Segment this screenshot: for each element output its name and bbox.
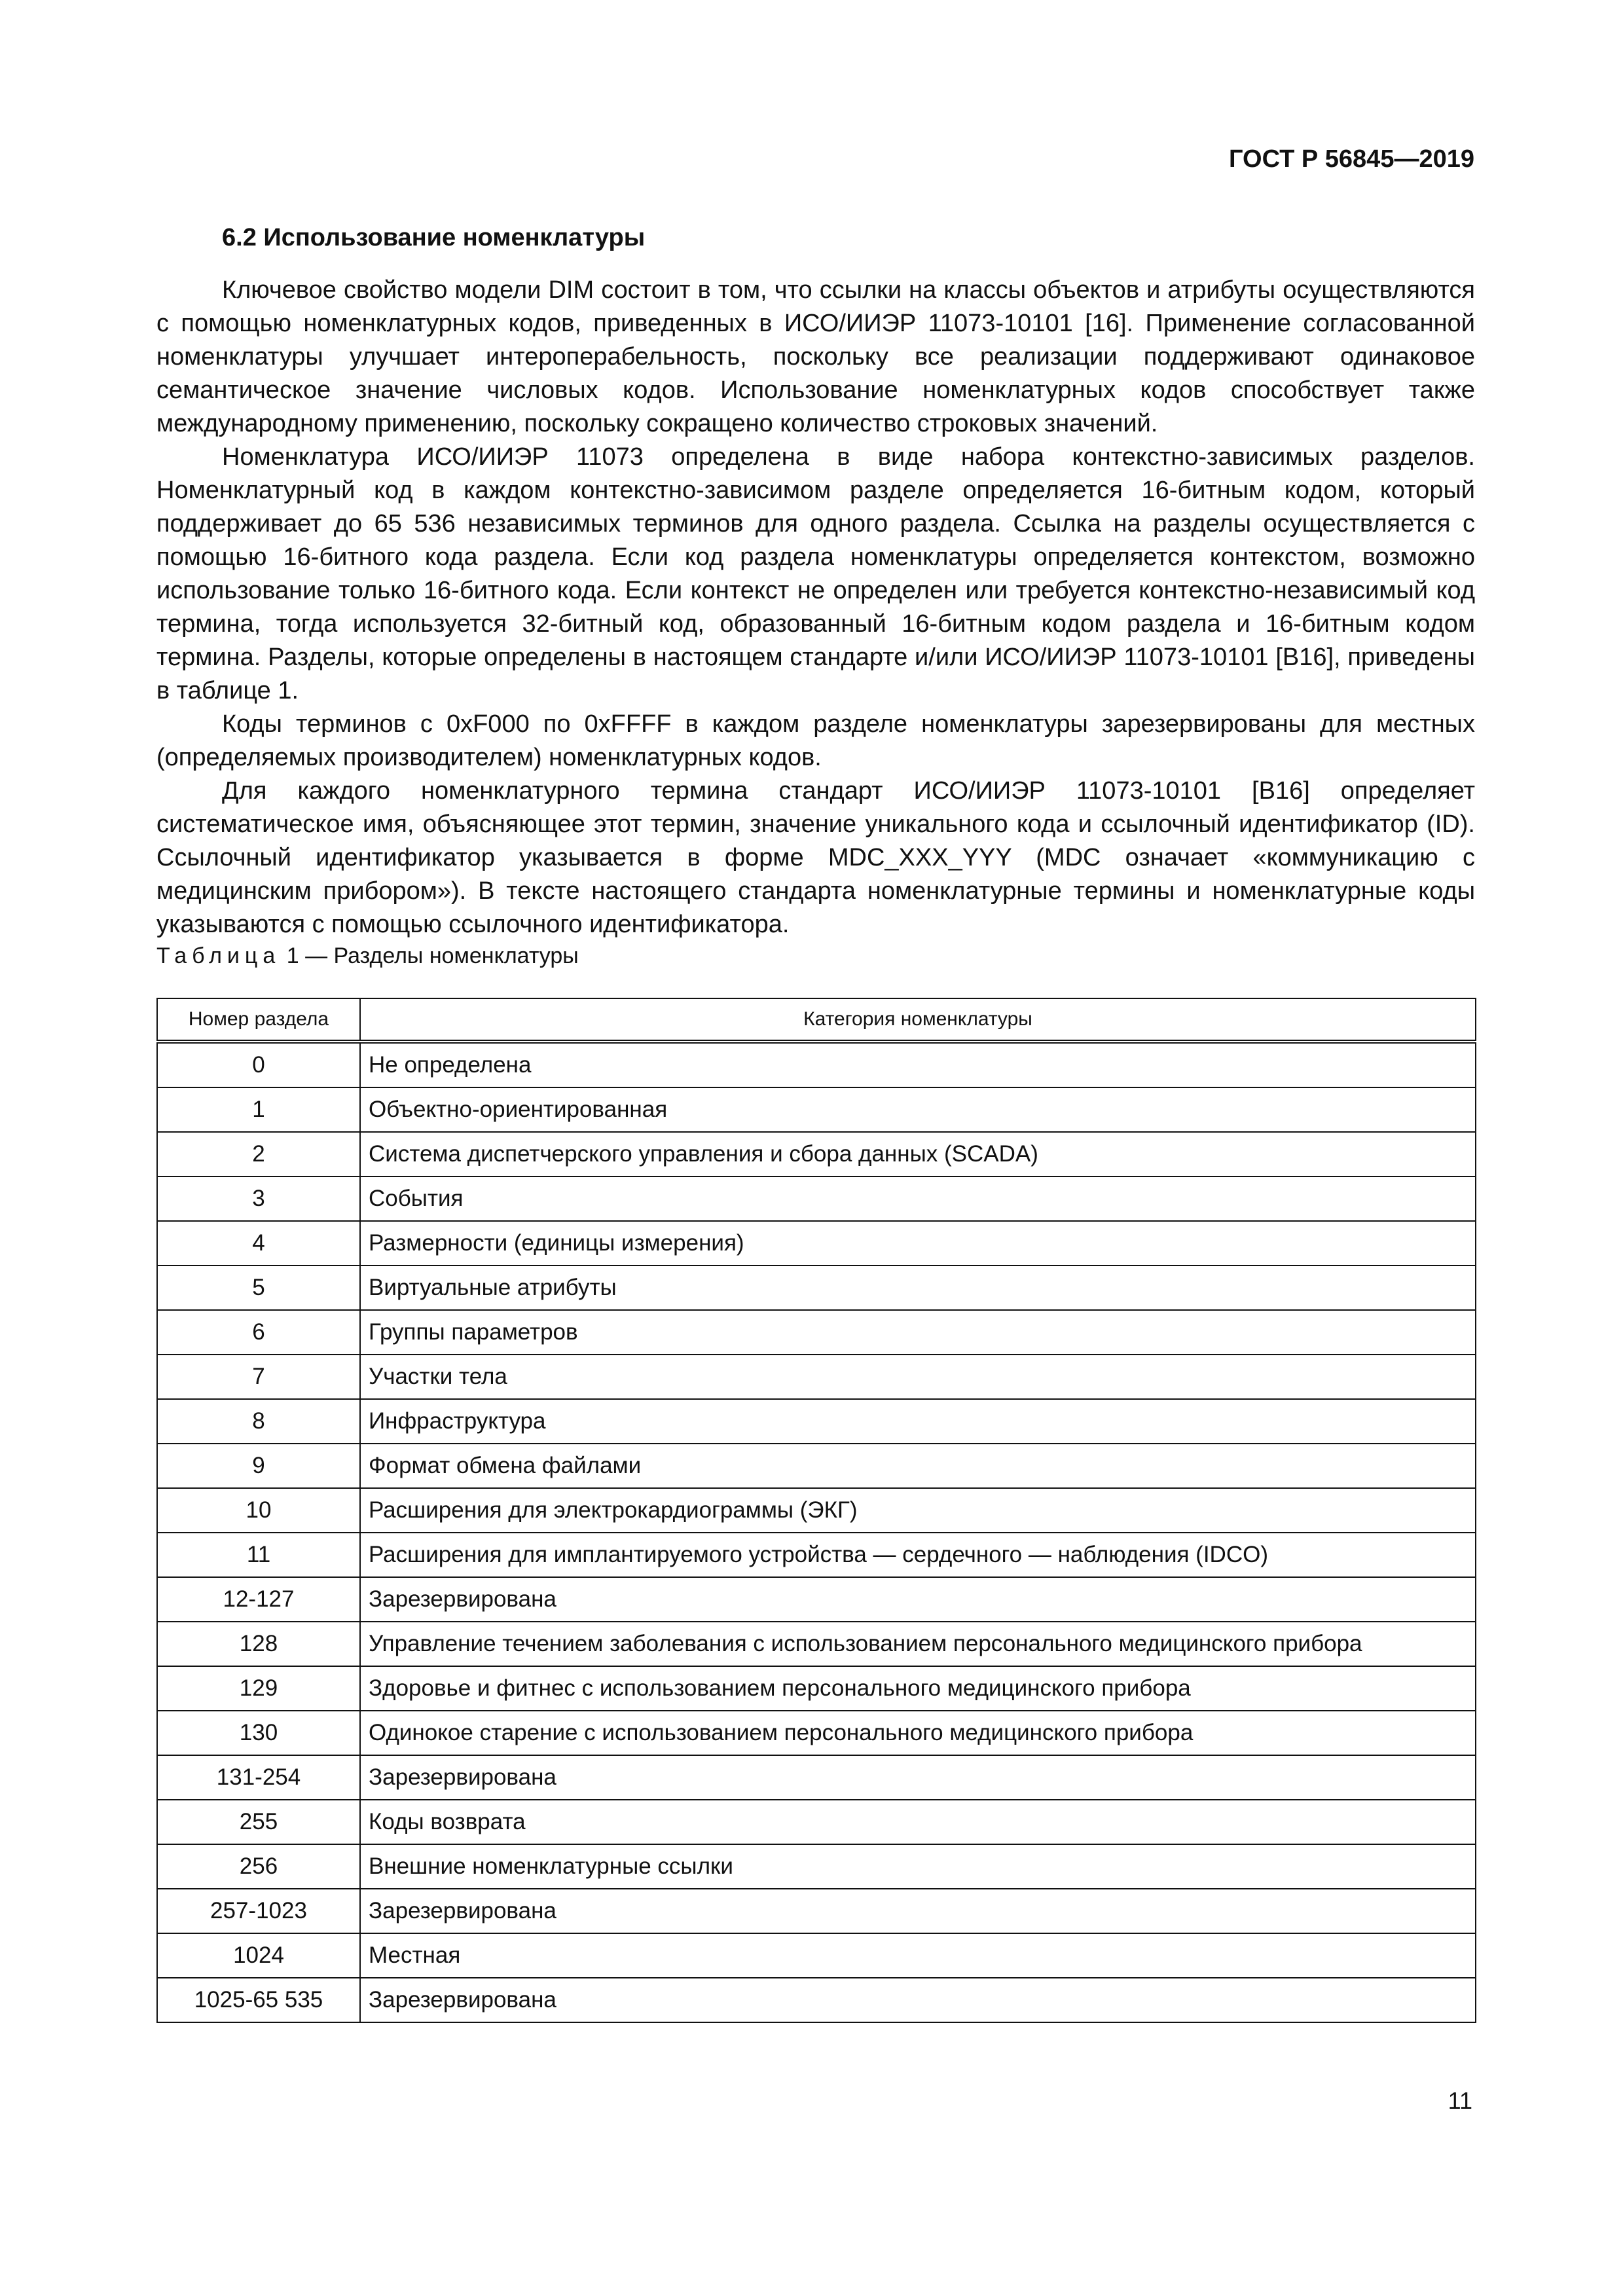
category-cell: Управление течением заболевания с использованием персонального медицинского прибора bbox=[360, 1622, 1476, 1666]
category-cell: Зарезервирована bbox=[360, 1755, 1476, 1800]
category-cell: Участки тела bbox=[360, 1355, 1476, 1399]
category-cell: Местная bbox=[360, 1933, 1476, 1978]
category-cell: Внешние номенклатурные ссылки bbox=[360, 1844, 1476, 1889]
category-cell: Зарезервирована bbox=[360, 1577, 1476, 1622]
table-row bbox=[157, 1310, 1476, 1355]
table-row bbox=[157, 1533, 1476, 1577]
table-row bbox=[157, 1666, 1476, 1711]
table-row bbox=[157, 1355, 1476, 1399]
column-header-number: Номер раздела bbox=[157, 998, 360, 1042]
table-row bbox=[157, 1889, 1476, 1933]
category-cell: Группы параметров bbox=[360, 1310, 1476, 1355]
category-cell: Размерности (единицы измерения) bbox=[360, 1221, 1476, 1266]
section-number-cell: 9 bbox=[157, 1444, 360, 1488]
table-row bbox=[157, 1266, 1476, 1310]
category-cell: Расширения для электрокардиограммы (ЭКГ) bbox=[360, 1488, 1476, 1533]
paragraph: Для каждого номенклатурного термина стандарт ИСО/ИИЭР 11073-10101 [B16] определяет систематическое имя, объясняющее этот термин, значение уникального кода и ссылочный идентификатор (ID). Ссылочный идентификатор указывается в форме MDC_XXX_YYY (MDC означает «коммуникацию с медицинским прибором»). В тексте настоящего стандарта номенклатурные термины и номенклатурные коды указываются с помощью ссылочного идентификатора. bbox=[156, 777, 1475, 938]
table-row bbox=[157, 1399, 1476, 1444]
category-cell: Система диспетчерского управления и сбора данных (SCADA) bbox=[360, 1132, 1476, 1176]
section-number-cell: 255 bbox=[157, 1800, 360, 1844]
table-row bbox=[157, 1800, 1476, 1844]
section-number-cell: 256 bbox=[157, 1844, 360, 1889]
category-cell: Зарезервирована bbox=[360, 1978, 1476, 2022]
section-number-cell: 128 bbox=[157, 1622, 360, 1666]
body-text bbox=[156, 274, 1475, 941]
section-number-cell: 12-127 bbox=[157, 1577, 360, 1622]
table-row bbox=[157, 1221, 1476, 1266]
category-cell: Инфраструктура bbox=[360, 1399, 1476, 1444]
category-cell: Формат обмена файлами bbox=[360, 1444, 1476, 1488]
category-cell: Не определена bbox=[360, 1042, 1476, 1087]
section-number-cell: 131-254 bbox=[157, 1755, 360, 1800]
paragraph: Ключевое свойство модели DIM состоит в том, что ссылки на классы объектов и атрибуты осуществляются с помощью номенклатурных кодов, приведенных в ИСО/ИИЭР 11073-10101 [16]. Применение согласованной номенклатуры улучшает интероперабельность, поскольку все реализации поддерживают одинаковое семантическое значение числовых кодов. Использование номенклатурных кодов способствует также международному применению, поскольку сокращено количество строковых значений. bbox=[156, 276, 1475, 437]
column-header-category: Категория номенклатуры bbox=[360, 998, 1476, 1042]
paragraph: Коды терминов с 0xF000 по 0xFFFF в каждом разделе номенклатуры зарезервированы для местных (определяемых производителем) номенклатурных кодов. bbox=[156, 710, 1475, 771]
section-number-cell: 4 bbox=[157, 1221, 360, 1266]
category-cell: Объектно-ориентированная bbox=[360, 1087, 1476, 1132]
table-caption-title: 1 — Разделы номенклатуры bbox=[280, 943, 579, 968]
page-number: 11 bbox=[1448, 2087, 1472, 2114]
table-caption-label: Таблица bbox=[156, 943, 281, 968]
table-row bbox=[157, 1577, 1476, 1622]
table-row bbox=[157, 1933, 1476, 1978]
table-row bbox=[157, 1132, 1476, 1176]
section-number-cell: 130 bbox=[157, 1711, 360, 1755]
category-cell: Здоровье и фитнес с использованием персонального медицинского прибора bbox=[360, 1666, 1476, 1711]
section-number-cell: 3 bbox=[157, 1176, 360, 1221]
category-cell: Зарезервирована bbox=[360, 1889, 1476, 1933]
category-cell: Расширения для имплантируемого устройства — сердечного — наблюдения (IDCO) bbox=[360, 1533, 1476, 1577]
section-number-cell: 1024 bbox=[157, 1933, 360, 1978]
section-number-cell: 1 bbox=[157, 1087, 360, 1132]
section-number-cell: 7 bbox=[157, 1355, 360, 1399]
category-cell: Одинокое старение с использованием персонального медицинского прибора bbox=[360, 1711, 1476, 1755]
table-row bbox=[157, 1978, 1476, 2022]
table-row bbox=[157, 1176, 1476, 1221]
section-number-cell: 0 bbox=[157, 1042, 360, 1087]
table-row bbox=[157, 1042, 1476, 1087]
section-number-cell: 11 bbox=[157, 1533, 360, 1577]
table-row bbox=[157, 1622, 1476, 1666]
section-number-cell: 6 bbox=[157, 1310, 360, 1355]
table-caption bbox=[156, 943, 579, 969]
table-body bbox=[157, 1042, 1476, 2022]
table-row bbox=[157, 1488, 1476, 1533]
category-cell: Коды возврата bbox=[360, 1800, 1476, 1844]
category-cell: Виртуальные атрибуты bbox=[360, 1266, 1476, 1310]
section-number-cell: 10 bbox=[157, 1488, 360, 1533]
nomenclature-table bbox=[156, 998, 1476, 2023]
document-code: ГОСТ Р 56845—2019 bbox=[1229, 145, 1474, 173]
table-row bbox=[157, 1755, 1476, 1800]
section-number-cell: 1025-65 535 bbox=[157, 1978, 360, 2022]
section-number-cell: 257-1023 bbox=[157, 1889, 360, 1933]
table-row bbox=[157, 1711, 1476, 1755]
section-number-cell: 2 bbox=[157, 1132, 360, 1176]
table-row bbox=[157, 1087, 1476, 1132]
table-row bbox=[157, 1444, 1476, 1488]
section-number-cell: 5 bbox=[157, 1266, 360, 1310]
section-number-cell: 129 bbox=[157, 1666, 360, 1711]
table-row bbox=[157, 1844, 1476, 1889]
table-header-row bbox=[157, 998, 1476, 1042]
category-cell: События bbox=[360, 1176, 1476, 1221]
section-heading: 6.2 Использование номенклатуры bbox=[222, 224, 646, 251]
paragraph: Номенклатура ИСО/ИИЭР 11073 определена в виде набора контекстно-зависимых разделов. Номенклатурный код в каждом контекстно-зависимом разделе определяется 16-битным кодом, который поддерживает до 65 536 независимых терминов для одного раздела. Ссылка на разделы осуществляется с помощью 16-битного кода раздела. Если код раздела номенклатуры определяется контекстом, возможно использование только 16-битного кода. Если контекст не определен или требуется контекстно-независимый код термина, тогда используется 32-битный код, образованный 16-битным кодом раздела и 16-битным кодом термина. Разделы, которые определены в настоящем стандарте и/или ИСО/ИИЭР 11073-10101 [B16], приведены в таблице 1. bbox=[156, 443, 1475, 704]
section-number-cell: 8 bbox=[157, 1399, 360, 1444]
